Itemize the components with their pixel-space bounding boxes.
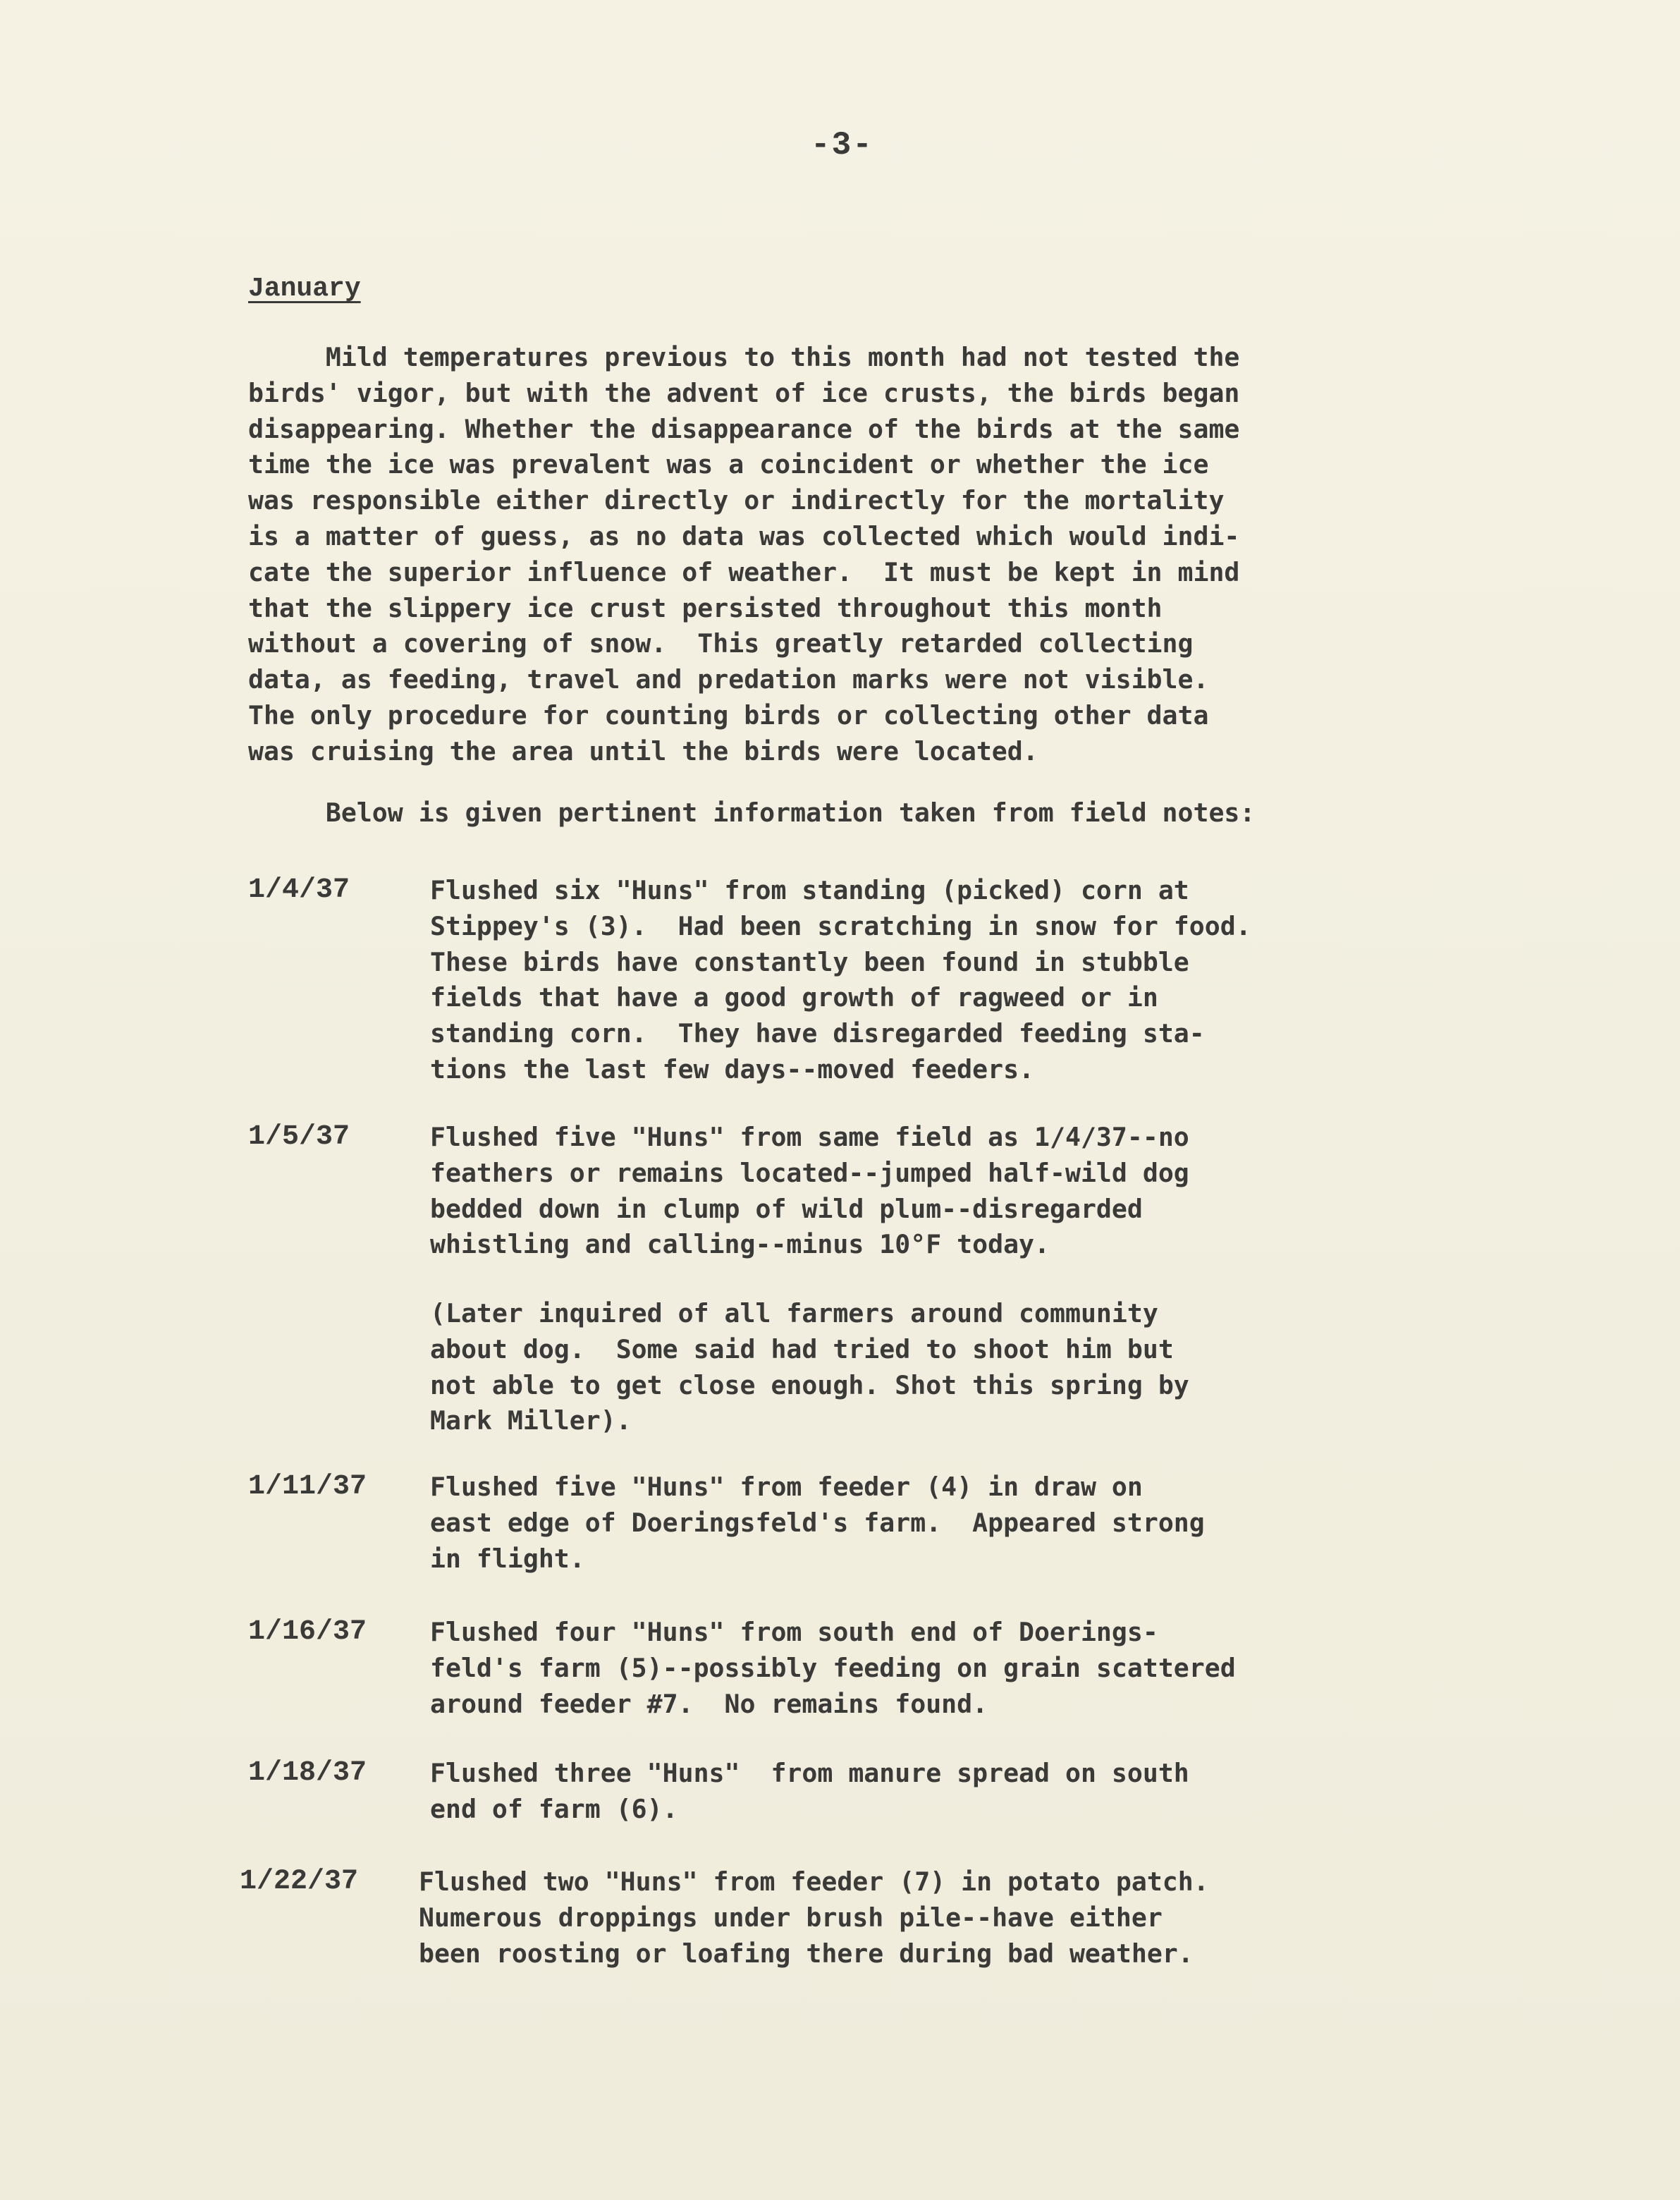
section-heading: January [248,274,361,304]
entry-date: 1/16/37 [248,1616,367,1648]
entry-date: 1/11/37 [248,1471,367,1503]
entry-date: 1/22/37 [240,1866,359,1898]
entry-text: Flushed five "Huns" from same field as 1/4/37--no feathers or remains located--jumped half-wild dog bedded down in clump of wild plum--disregarded whistling and calling--minus 10°F today. [430,1122,1189,1260]
entry-text: Flushed three "Huns" from manure spread on south end of farm (6). [430,1758,1189,1824]
entry-text: Flushed two "Huns" from feeder (7) in potato patch. Numerous droppings under brush pile--have either been roosting or loafing there during bad weather. [419,1866,1209,1969]
lead-in-paragraph: Below is given pertinent information taken from field notes: [248,798,1256,828]
entry-note: (Later inquired of all farmers around community about dog. Some said had tried to shoot him but not able to get close enough. Shot this spring by Mark Miller). [430,1298,1189,1436]
entry-date: 1/5/37 [248,1121,350,1153]
entry-date: 1/4/37 [248,874,350,906]
intro-paragraph: Mild temperatures previous to this month had not tested the birds' vigor, but with the advent of ice crusts, the birds began disappearing. Whether the disappearance of the birds at the same time the ice was prevalent was a coincident or whether the ice was responsible either directly or indirectly for the mortality is a matter of guess, as no data was collected which would indi- cate the superior influence of weather. It must be kept in mind that the slippery ice crust persisted throughout this month without a covering of snow. This greatly retarded collecting data, as feeding, travel and predation marks were not visible. The only procedure for counting birds or collecting other data was cruising the area until the birds were located. [248,342,1240,766]
page-number: -3- [811,127,873,164]
entry-text: Flushed six "Huns" from standing (picked) corn at Stippey's (3). Had been scratching in snow for food. These birds have constantly been found in stubble fields that have a good growth of ragweed or in standing corn. They have disregarded feeding sta- tions the last few days--moved feeders. [430,875,1251,1084]
entry-date: 1/18/37 [248,1757,367,1789]
entry-text: Flushed four "Huns" from south end of Doerings- feld's farm (5)--possibly feeding on grain scattered around feeder #7. No remains found. [430,1617,1236,1719]
entry-text: Flushed five "Huns" from feeder (4) in draw on east edge of Doeringsfeld's farm. Appeared strong in flight. [430,1472,1205,1574]
